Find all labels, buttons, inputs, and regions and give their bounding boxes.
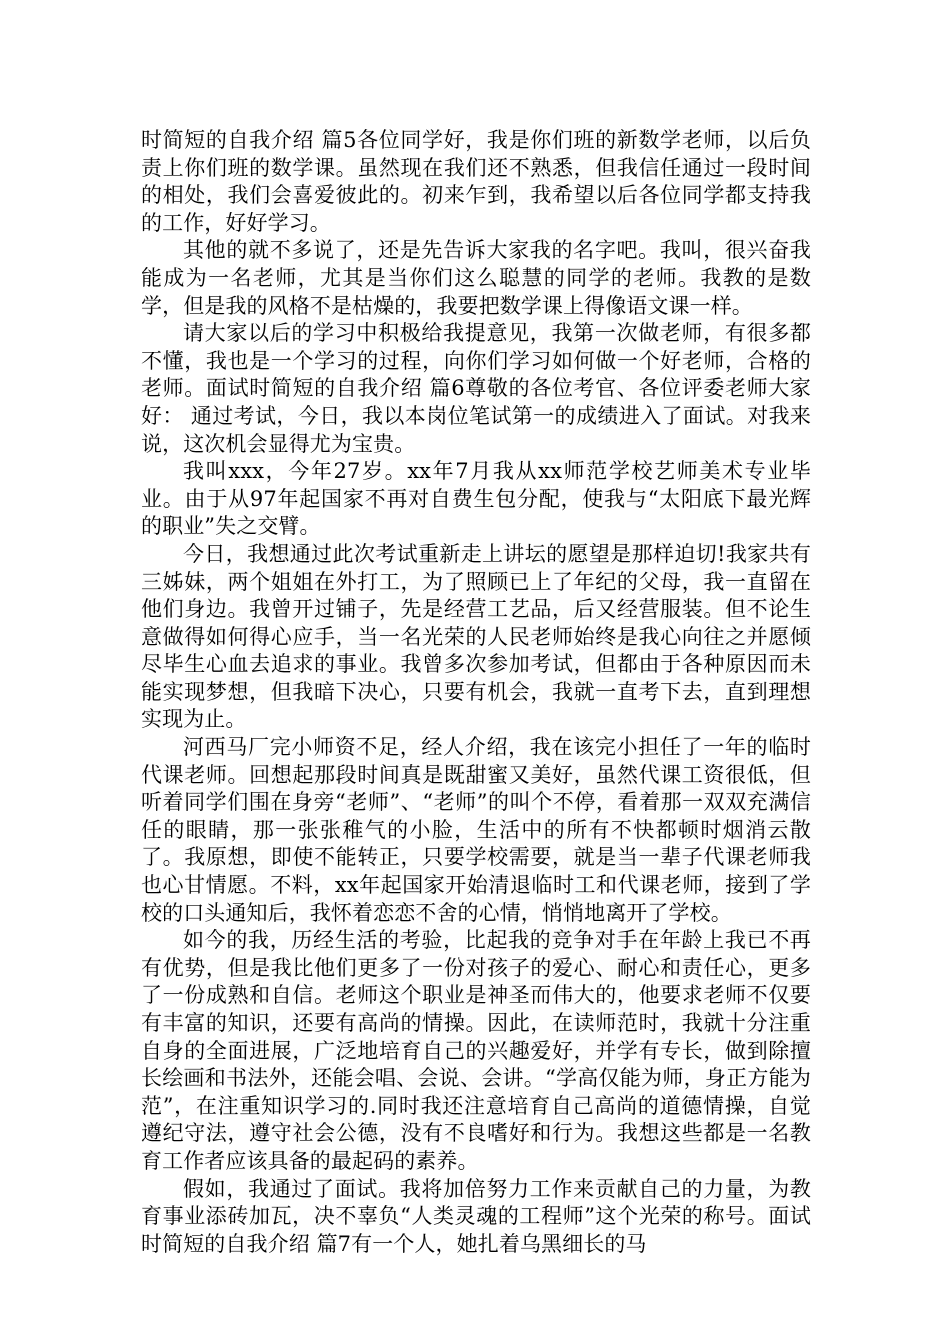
paragraph-8: 假如，我通过了面试。我将加倍努力工作来贡献自己的力量，为教育事业添砖加瓦，决不辜负“人类灵魂的工程师”这个光荣的称号。面试时简短的自我介绍 篇7有一个人，她扎着乌黑细长的马 [141, 1176, 811, 1256]
paragraph-5: 今日，我想通过此次考试重新走上讲坛的愿望是那样迫切!我家共有三姊妹，两个姐姐在外打工，为了照顾已上了年纪的父母，我一直留在他们身边。我曾开过铺子，先是经营工艺品，后又经营服装。但不论生意做得如何得心应手，当一名光荣的人民老师始终是我心向往之并愿倾尽毕生心血去追求的事业。我曾多次参加考试，但都由于各种原因而未能实现梦想，但我暗下决心，只要有机会，我就一直考下去，直到理想实现为止。 [141, 541, 811, 732]
paragraph-3: 请大家以后的学习中积极给我提意见，我第一次做老师，有很多都不懂，我也是一个学习的过程，向你们学习如何做一个好老师，合格的老师。面试时简短的自我介绍 篇6尊敬的各位考官、各位评委老师大家好： 通过考试，今日，我以本岗位笔试第一的成绩进入了面试。对我来说，这次机会显得尤为宝贵。 [141, 321, 811, 456]
paragraph-4: 我叫xxx，今年27岁。xx年7月我从xx师范学校艺师美术专业毕业。由于从97年起国家不再对自费生包分配，使我与“太阳底下最光辉的职业”失之交臂。 [141, 459, 811, 539]
paragraph-2: 其他的就不多说了，还是先告诉大家我的名字吧。我叫，很兴奋我能成为一名老师，尤其是当你们这么聪慧的同学的老师。我教的是数学，但是我的风格不是枯燥的，我要把数学课上得像语文课一样。 [141, 238, 811, 318]
document-body [141, 127, 811, 1258]
paragraph-6: 河西马厂完小师资不足，经人介绍，我在该完小担任了一年的临时代课老师。回想起那段时间真是既甜蜜又美好，虽然代课工资很低，但听着同学们围在身旁“老师”、“老师”的叫个不停，看着那一双双充满信任的眼睛，那一张张稚气的小脸，生活中的所有不快都顿时烟消云散了。我原想，即使不能转正，只要学校需要，就是当一辈子代课老师我也心甘情愿。不料，xx年起国家开始清退临时工和代课老师，接到了学校的口头通知后，我怀着恋恋不舍的心情，悄悄地离开了学校。 [141, 735, 811, 925]
paragraph-1: 时简短的自我介绍 篇5各位同学好，我是你们班的新数学老师，以后负责上你们班的数学课。虽然现在我们还不熟悉，但我信任通过一段时间的相处，我们会喜爱彼此的。初来乍到，我希望以后各位同学都支持我的工作，好好学习。 [141, 128, 811, 235]
paragraph-7: 如今的我，历经生活的考验，比起我的竞争对手在年龄上我已不再有优势，但是我比他们更多了一份对孩子的爱心、耐心和责任心，更多了一份成熟和自信。老师这个职业是神圣而伟大的，他要求老师不仅要有丰富的知识，还要有高尚的情操。因此，在读师范时，我就十分注重自身的全面进展，广泛地培育自己的兴趣爱好，并学有专长，做到除擅长绘画和书法外，还能会唱、会说、会讲。“学高仅能为师，身正方能为范”，在注重知识学习的.同时我还注意培育自己高尚的道德情操，自觉遵纪守法，遵守社会公德，没有不良嗜好和行为。我想这些都是一名教育工作者应该具备的最起码的素养。 [141, 928, 811, 1173]
